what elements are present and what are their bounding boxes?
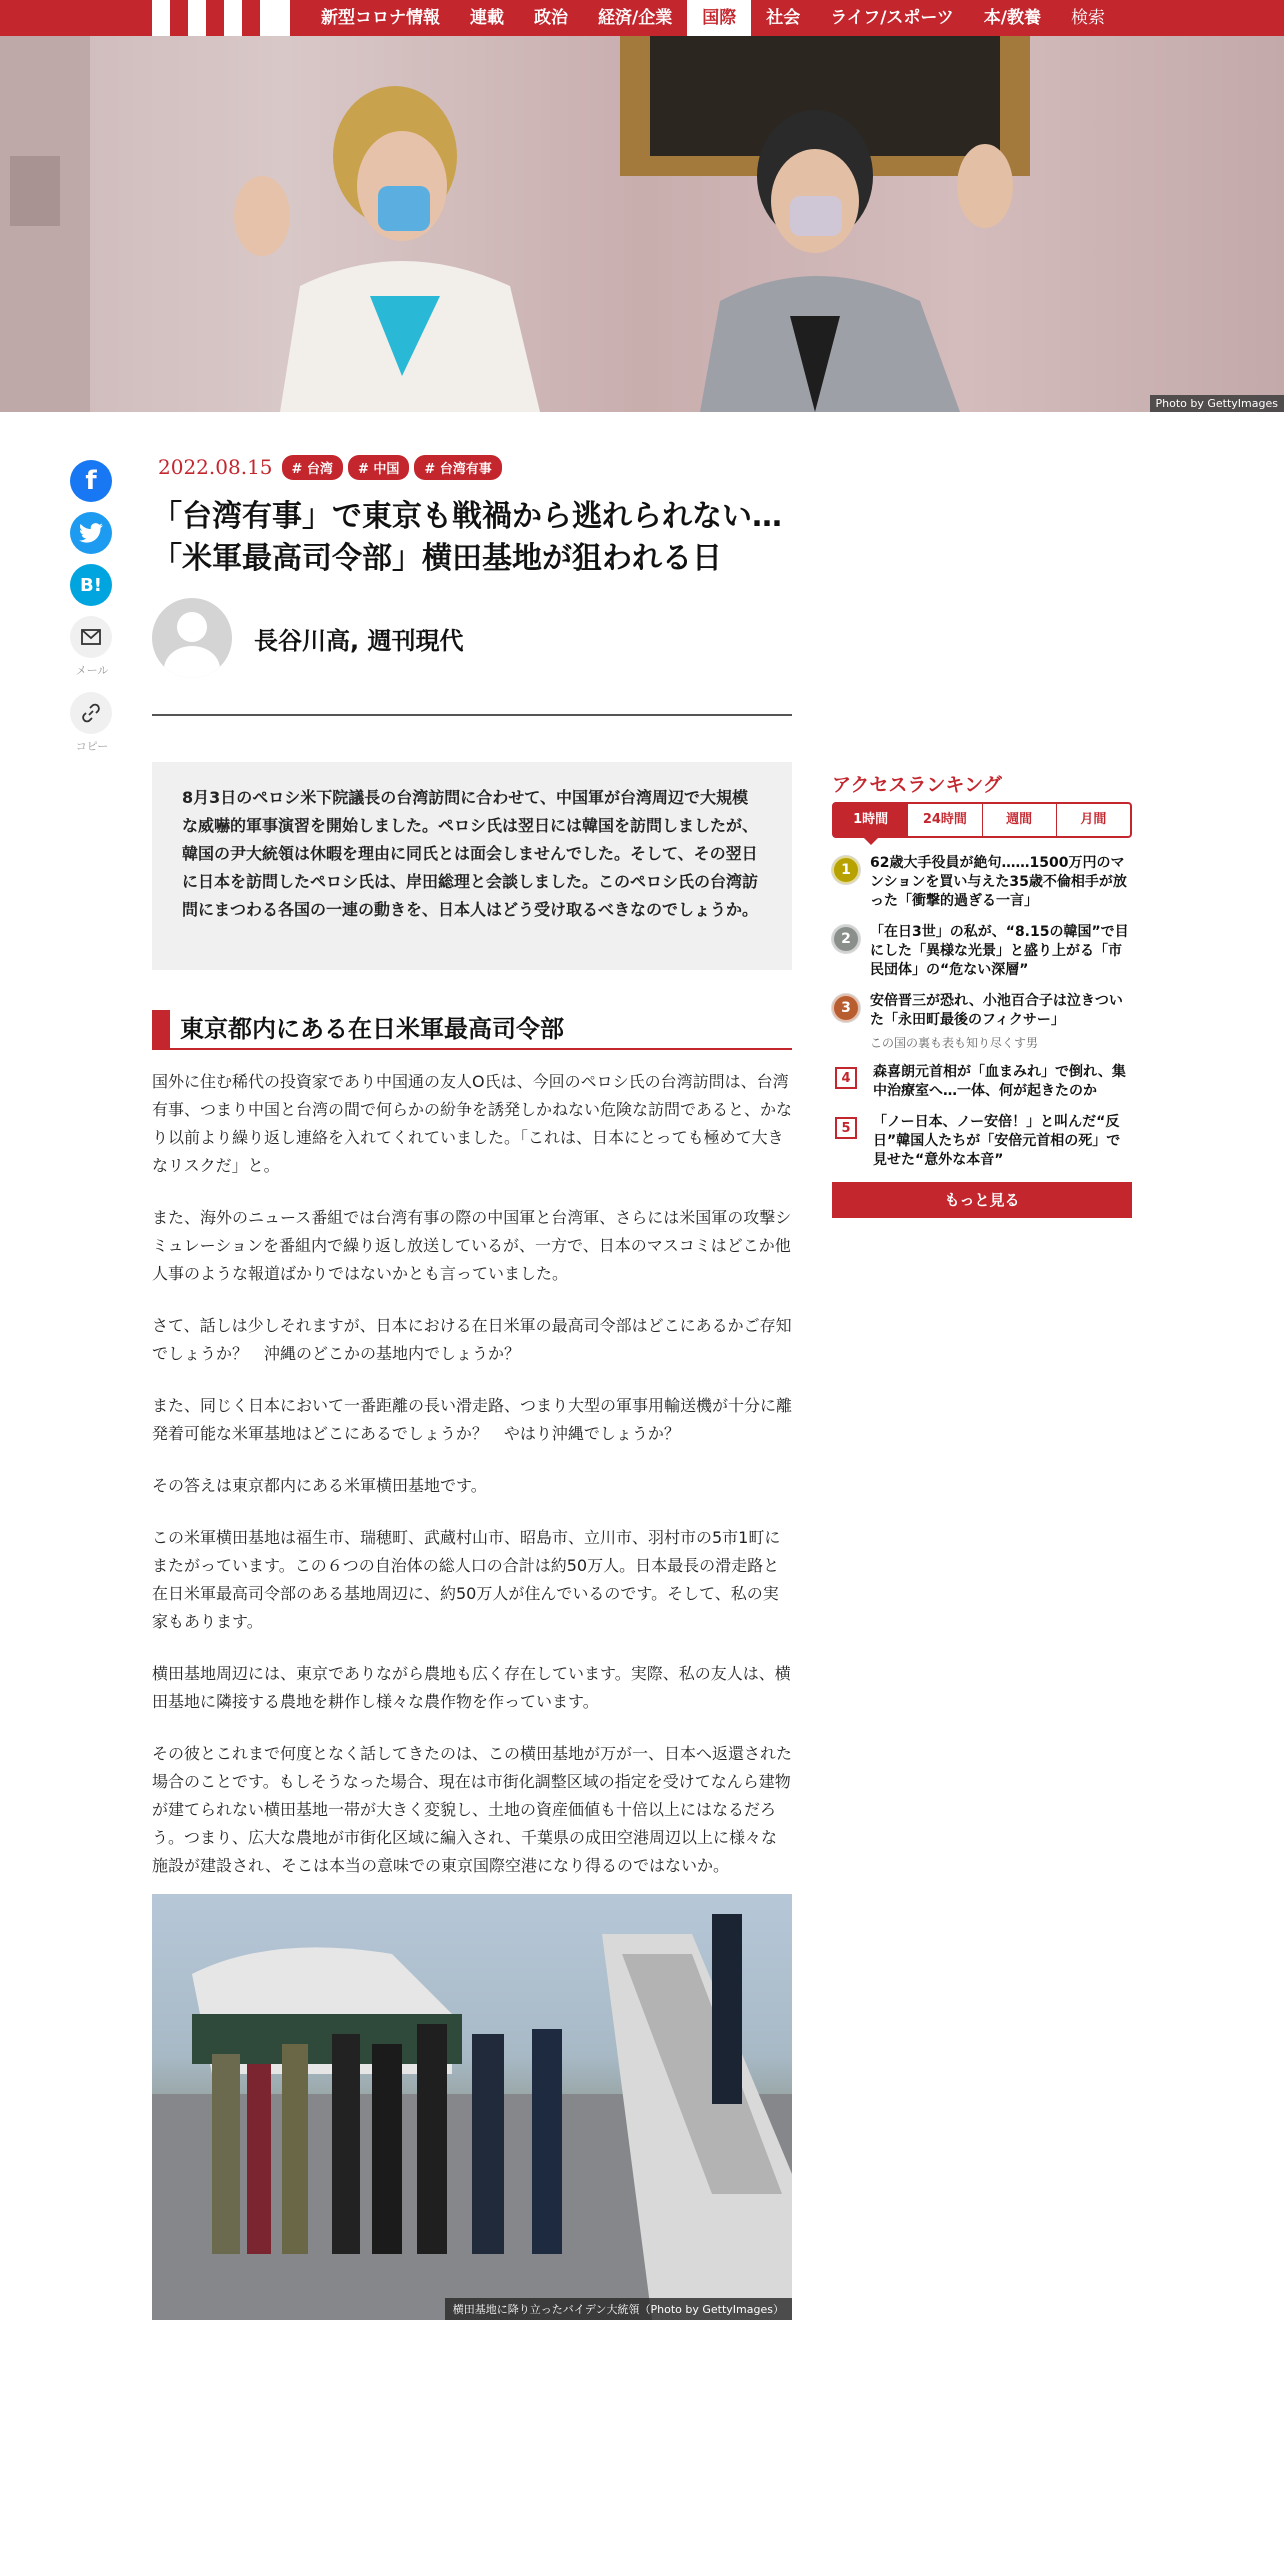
copy-link-button[interactable] <box>70 692 112 734</box>
article-photo <box>152 1894 792 2320</box>
nav-item-corona[interactable]: 新型コロナ情報 <box>321 8 440 28</box>
hero-image <box>0 36 1284 412</box>
article-paragraph: その彼とこれまで何度となく話してきたのは、この横田基地が万が一、日本へ返還された場合のことです。もしそうなった場合、現在は市街化調整区域の指定を受けてなんら建物が建てられない横田基地一帯が大きく変貌し、土地の資産価値も十倍以上にはなるだろう。つまり、広大な農地が市街化区域に編入され、千葉県の成田空港周辺以上に様々な施設が建設され、そこは本当の意味での東京国際空港になり得るのではないか。 <box>152 1744 793 1875</box>
nav-item-society[interactable]: 社会 <box>766 8 801 28</box>
copy-link-label: コピー <box>75 740 109 753</box>
article-divider <box>152 714 792 716</box>
article <box>152 452 792 1880</box>
link-icon <box>81 703 101 723</box>
ranking-title: アクセスランキング <box>832 774 1002 796</box>
facebook-icon: f <box>85 466 97 496</box>
article-paragraph: さて、話しは少しそれますが、日本における在日米軍の最高司令部はどこにあるかご存知でしょうか？ 沖縄のどこかの基地内でしょうか？ <box>152 1316 792 1363</box>
article-paragraph: また、同じく日本において一番距離の長い滑走路、つまり大型の軍事用輸送機が十分に離発着可能な米軍基地はどこにあるでしょうか？ やはり沖縄でしょうか？ <box>152 1396 793 1443</box>
site-logo[interactable] <box>152 0 290 36</box>
article-paragraph: 横田基地周辺には、東京でありながら農地も広く存在しています。実際、私の友人は、横田基地に隣接する農地を耕作し様々な農作物を作っています。 <box>152 1664 791 1711</box>
ranking-list <box>832 854 1132 1170</box>
hero-photo-credit: Photo by GettyImages <box>1150 395 1284 412</box>
article-title <box>152 496 792 580</box>
nav-item-politics[interactable]: 政治 <box>534 8 568 28</box>
article-photo-caption: 横田基地に降り立ったバイデン大統領（Photo by GettyImages） <box>445 2298 792 2320</box>
ranking-item-title: 森喜朗元首相が「血まみれ」で倒れ、集中治療室へ…一体、何が起きたのか <box>873 1064 1126 1099</box>
access-ranking-sidebar <box>832 770 1132 1218</box>
ranking-item-subtitle: この国の裏も表も知り尽くす男 <box>870 1036 1039 1050</box>
tab-monthly[interactable]: 月間 <box>1080 812 1107 827</box>
section-heading: 東京都内にある在日米軍最高司令部 <box>152 1010 792 1050</box>
nav-item-international[interactable]: 国際 <box>687 0 751 36</box>
article-paragraph: 国外に住む稀代の投資家であり中国通の友人O氏は、今回のペロシ氏の台湾訪問は、台湾有事、つまり中国と台湾の間で何らかの紛争を誘発しかねない危険な訪問であると、かなり以前より繰り返し連絡を入れてくれていました。「これは、日本にとっても極めて大きなリスクだ」と。 <box>152 1072 793 1175</box>
twitter-share-button[interactable] <box>70 512 112 554</box>
article-title-line2: 「米軍最高司令部」横田基地が狙われる日 <box>152 541 722 576</box>
ranking-item-title: 安倍晋三が恐れ、小池百合子は泣きついた「永田町最後のフィクサー」 <box>870 993 1123 1028</box>
hero-photo-illustration <box>0 36 1284 412</box>
nav-search-link[interactable]: 検索 <box>1070 8 1105 28</box>
nav-menu <box>306 0 1120 36</box>
nav-item-books[interactable]: 本/教養 <box>983 8 1041 28</box>
article-paragraph: また、海外のニュース番組では台湾有事の際の中国軍と台湾軍、さらには米国軍の攻撃シミュレーションを番組内で繰り返し放送しているが、一方で、日本のマスコミはどこか他人事のような報道ばかりではないかとも言っていました。 <box>152 1208 792 1283</box>
rank-badge: 3 <box>832 994 860 1022</box>
article-meta <box>152 452 792 482</box>
facebook-share-button[interactable] <box>70 460 112 502</box>
hatena-icon: B! <box>80 574 102 596</box>
ranking-item-title: 62歳大手役員が絶句……1500万円のマンションを買い与えた35歳不倫相手が放った「衝撃的過ぎる一言」 <box>870 855 1127 909</box>
article-paragraph: この米軍横田基地は福生市、瑞穂町、武蔵村山市、昭島市、立川市、羽村市の5市1町にまたがっています。この６つの自治体の総人口の合計は約50万人。日本最長の滑走路と在日米軍最高司令部のある基地周辺に、約50万人が住んでいるのです。そして、私の実家もあります。 <box>152 1528 781 1631</box>
ranking-item[interactable] <box>832 923 1132 980</box>
author-info <box>152 598 792 678</box>
ranking-item[interactable] <box>832 992 1132 1051</box>
article-date: 2022.08.15 <box>158 455 273 479</box>
article-paragraph: その答えは東京都内にある米軍横田基地です。 <box>152 1476 487 1495</box>
tag-china[interactable]: # 中国 <box>348 455 409 480</box>
hatena-bookmark-button[interactable] <box>70 564 112 606</box>
top-nav <box>0 0 1284 36</box>
share-buttons <box>70 460 114 768</box>
more-ranking-button[interactable]: もっと見る <box>832 1182 1132 1218</box>
ranking-item[interactable] <box>832 1063 1132 1101</box>
mail-share-label: メール <box>75 664 109 677</box>
rank-badge: 2 <box>832 925 860 953</box>
tag-taiwan[interactable]: # 台湾 <box>282 455 343 480</box>
rank-badge: 1 <box>832 856 860 884</box>
ranking-item-title: 「ノー日本、ノー安倍！」と叫んだ“反日”韓国人たちが「安倍元首相の死」で見せた“意外な本音” <box>873 1114 1121 1168</box>
ranking-item[interactable] <box>832 1113 1132 1170</box>
article-photo-illustration <box>152 1894 792 2320</box>
author-name[interactable]: 長谷川高, 週刊現代 <box>254 626 464 655</box>
tab-24-hours[interactable]: 24時間 <box>908 804 982 836</box>
nav-item-economy[interactable]: 経済/企業 <box>598 8 673 28</box>
twitter-icon <box>79 523 103 543</box>
ranking-item[interactable] <box>832 854 1132 911</box>
tab-1-hour[interactable]: 1時間 <box>834 804 908 836</box>
article-title-line1: 「台湾有事」で東京も戦禍から逃れられない… <box>152 499 782 534</box>
ranking-tabs <box>832 802 1132 838</box>
nav-item-life-sports[interactable]: ライフ/スポーツ <box>830 8 954 28</box>
mail-share-button[interactable] <box>70 616 112 658</box>
nav-item-series[interactable]: 連載 <box>470 8 504 28</box>
tag-taiwan-contingency[interactable]: # 台湾有事 <box>414 455 501 480</box>
rank-badge: 4 <box>835 1067 857 1089</box>
author-avatar[interactable] <box>152 598 232 678</box>
rank-badge: 5 <box>835 1117 857 1139</box>
tab-weekly[interactable]: 週間 <box>983 804 1057 836</box>
article-summary: 8月3日のペロシ米下院議長の台湾訪問に合わせて、中国軍が台湾周辺で大規模な威嚇的軍事演習を開始しました。ペロシ氏は翌日には韓国を訪問しましたが、韓国の尹大統領は休暇を理由に同氏とは面会しませんでした。そして、その翌日に日本を訪問したペロシ氏は、岸田総理と会談しました。このペロシ氏の台湾訪問にまつわる各国の一連の動きを、日本人はどう受け取るべきなのでしょうか。 <box>152 762 792 970</box>
mail-icon <box>81 629 101 645</box>
ranking-item-body <box>870 992 1132 1051</box>
ranking-item-title: 「在日3世」の私が、“8.15の韓国”で目にした「異様な光景」と盛り上がる「市民団体」の“危ない深層” <box>870 924 1129 978</box>
